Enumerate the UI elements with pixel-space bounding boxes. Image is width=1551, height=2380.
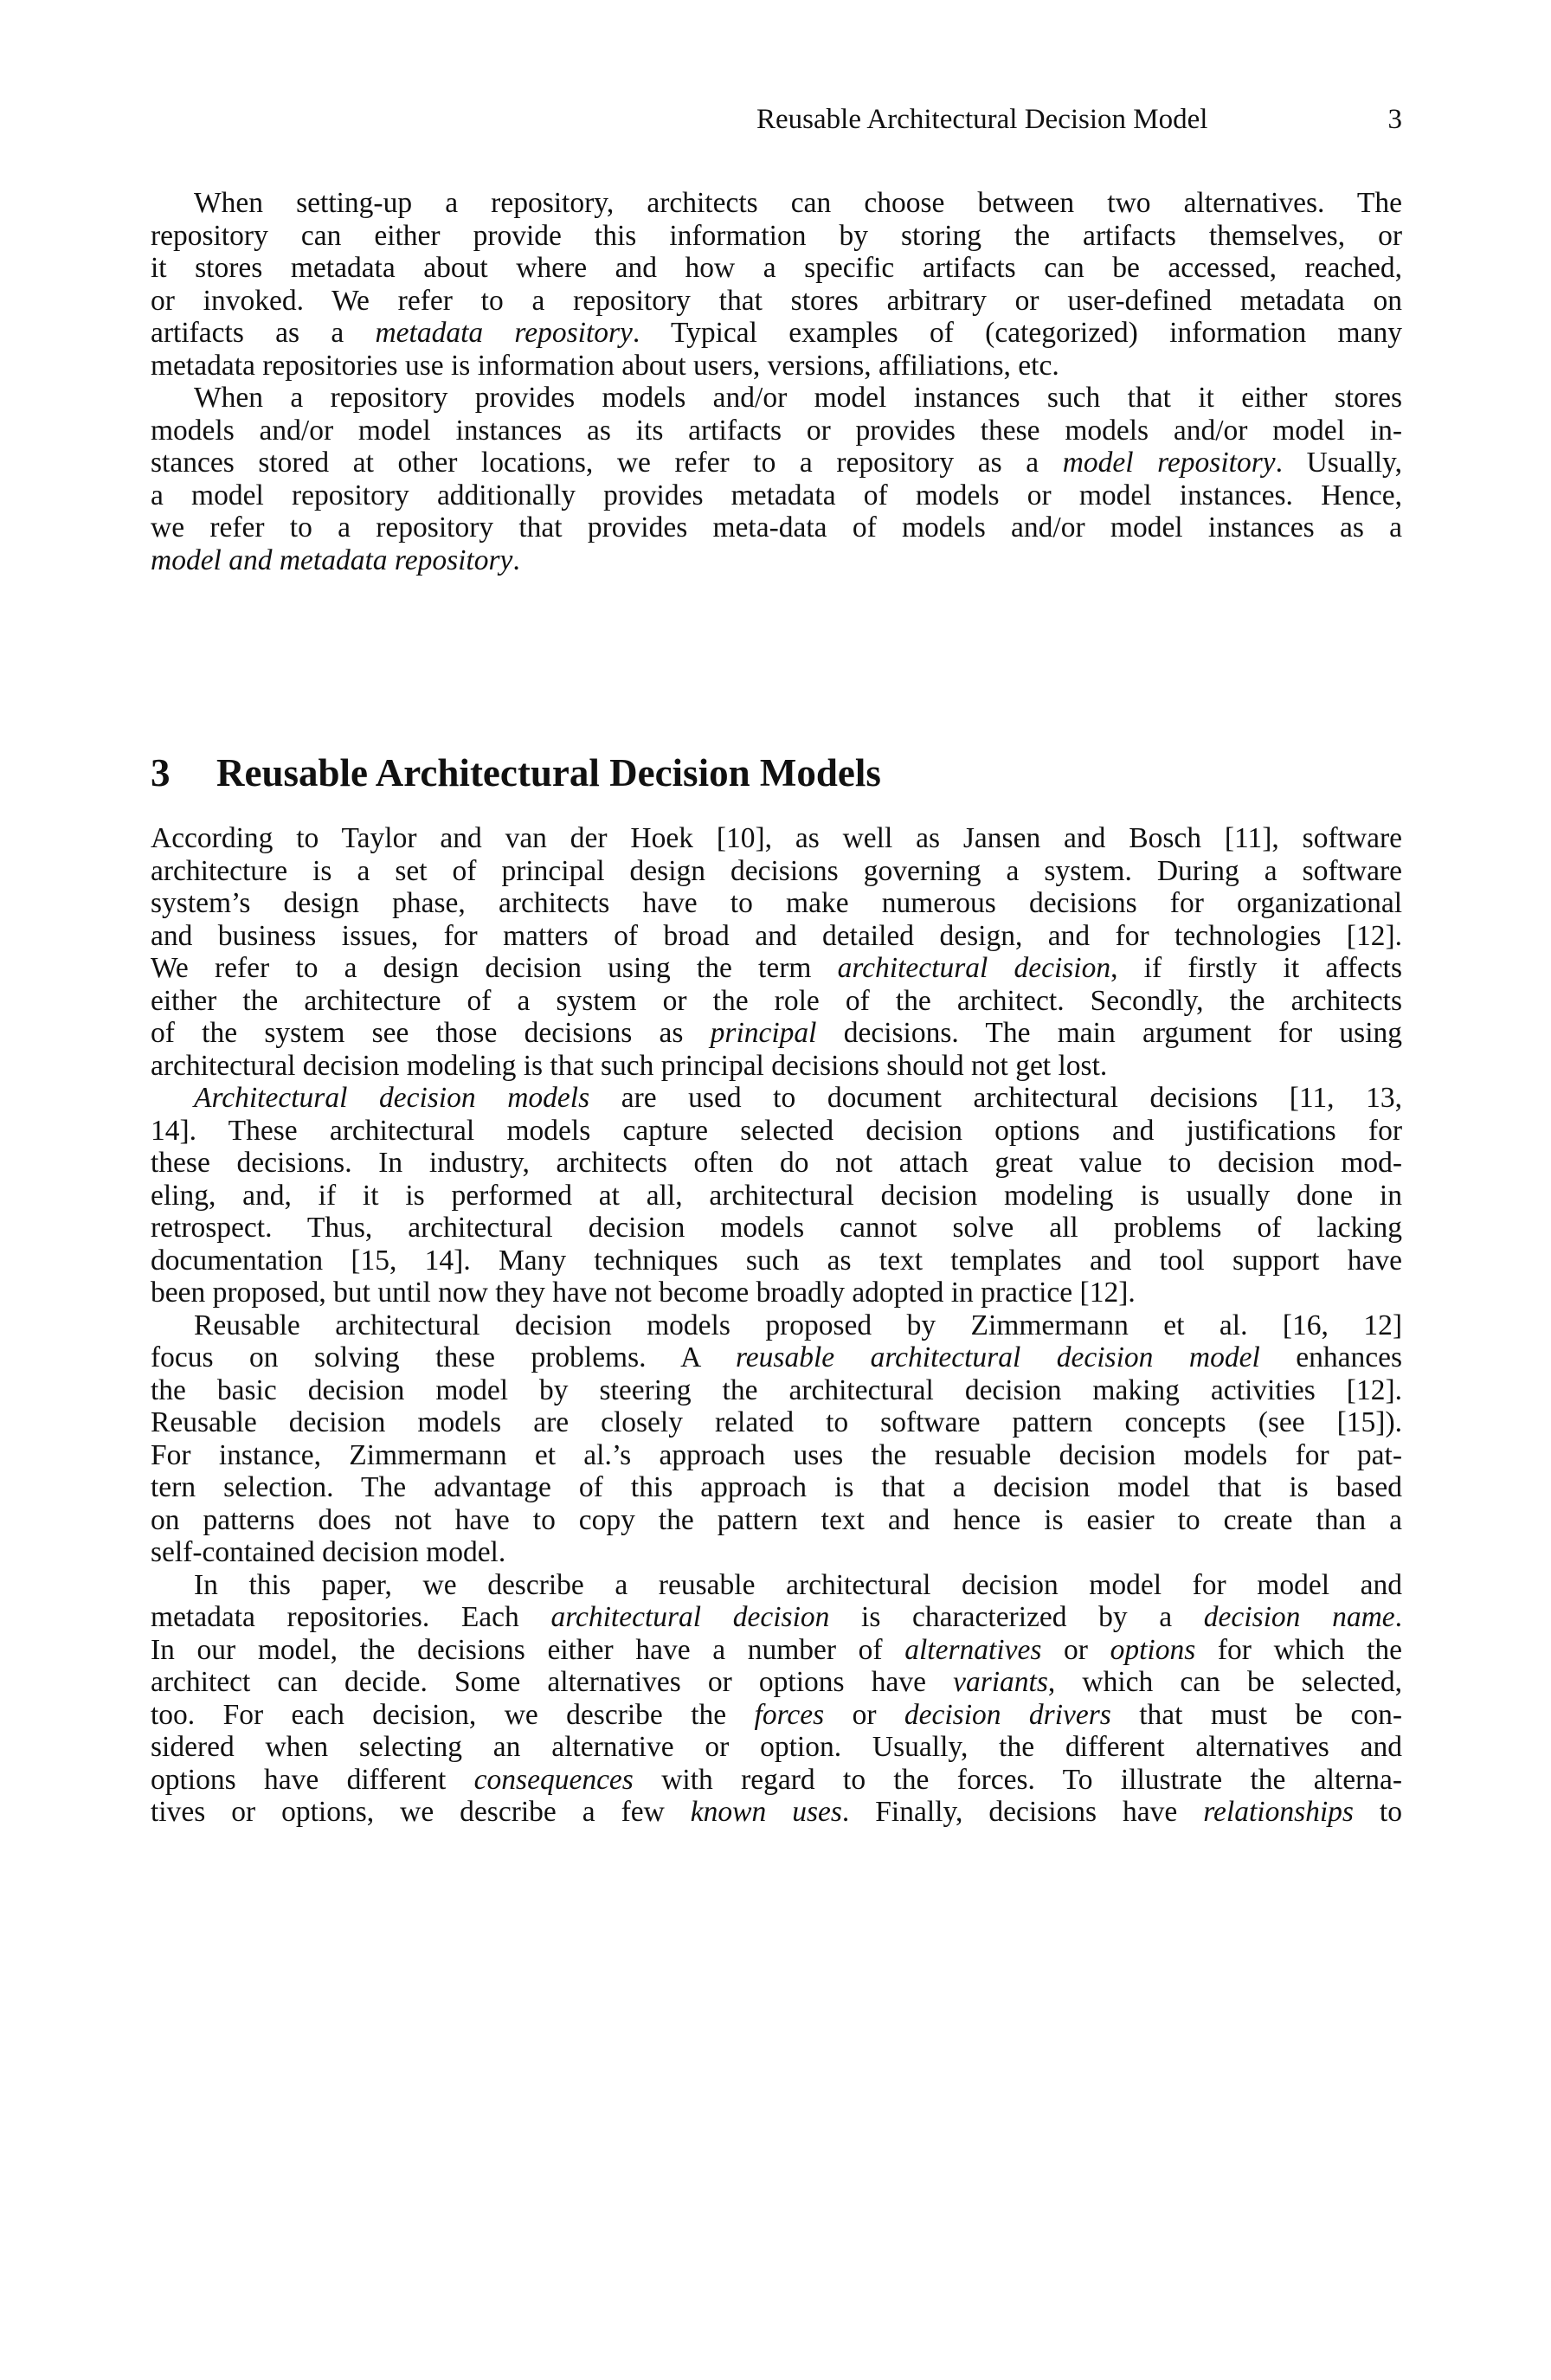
text-run: In this paper, we describe a reusable architectural decision model for model and <box>194 1568 1402 1601</box>
intro-paragraph <box>151 187 1402 382</box>
text-run: sidered when selecting an alternative or option. Usually, the different alternatives and <box>151 1731 1402 1763</box>
running-head <box>756 102 1402 137</box>
text-line <box>151 317 1402 350</box>
text-line <box>151 1147 1402 1180</box>
text-run: architecture is a set of principal design decisions governing a system. During a software <box>151 854 1402 887</box>
text-line <box>151 220 1402 253</box>
text-run: Reusable decision models are closely related to software pattern concepts (see [15]). <box>151 1406 1402 1438</box>
text-line <box>151 1764 1402 1797</box>
text-run: , if firstly it affects <box>1110 952 1402 984</box>
text-run: . <box>512 544 520 576</box>
text-line <box>151 887 1402 920</box>
emphasized-term: alternatives <box>904 1633 1042 1666</box>
text-run: models and/or model instances as its artifacts or provides these models and/or model in- <box>151 414 1402 447</box>
text-run: When a repository provides models and/or model instances such that it either stores <box>194 382 1402 414</box>
intro-paragraph <box>151 382 1402 576</box>
text-line <box>151 1699 1402 1732</box>
section-number: 3 <box>151 751 171 794</box>
section-paragraph <box>151 1309 1402 1569</box>
text-line <box>151 479 1402 512</box>
emphasized-term: relationships <box>1203 1796 1354 1828</box>
text-run: it stores metadata about where and how a specific artifacts can be accessed, reached, <box>151 252 1402 284</box>
text-run: stances stored at other locations, we refer to a repository as a <box>151 447 1063 479</box>
text-run: . Finally, decisions have <box>841 1796 1204 1828</box>
text-line <box>151 511 1402 544</box>
text-line <box>151 952 1402 985</box>
emphasized-term: architectural decision <box>550 1601 830 1633</box>
text-run: are used to document architectural decisions [11, 13, <box>589 1082 1402 1114</box>
text-run: self-contained decision model. <box>151 1536 506 1568</box>
text-line <box>151 1471 1402 1504</box>
text-line <box>151 1666 1402 1699</box>
emphasized-term: consequences <box>473 1763 634 1796</box>
emphasized-term: metadata repository <box>375 317 633 349</box>
section-text-block <box>151 822 1402 1829</box>
text-run: . Typical examples of (categorized) information many <box>632 317 1402 349</box>
text-run: metadata repositories use is information about users, versions, affiliations, etc. <box>151 349 1059 382</box>
emphasized-term: architectural decision <box>837 952 1111 984</box>
text-run: or invoked. We refer to a repository that stores arbitrary or user-defined metadata on <box>151 284 1402 317</box>
text-run: for which the <box>1195 1633 1403 1666</box>
text-line <box>151 1212 1402 1245</box>
text-run: When setting-up a repository, architects can choose between two alternatives. The <box>194 187 1402 219</box>
section-title: Reusable Architectural Decision Models <box>216 751 881 794</box>
text-run: too. For each decision, we describe the <box>151 1698 755 1731</box>
emphasized-term: model and metadata repository <box>151 544 513 576</box>
text-run: . <box>1394 1601 1403 1633</box>
section-paragraph <box>151 822 1402 1082</box>
text-run: to <box>1353 1796 1402 1828</box>
text-line <box>151 1277 1402 1309</box>
text-run: of the system see those decisions as <box>151 1017 711 1049</box>
text-line <box>151 1082 1402 1115</box>
text-run: the basic decision model by steering the architectural decision making activities [12]. <box>151 1373 1402 1406</box>
text-line <box>151 1601 1402 1634</box>
text-run: we refer to a repository that provides meta-data of models and/or model instances as a <box>151 511 1402 544</box>
text-run: architectural decision modeling is that such principal decisions should not get lost. <box>151 1049 1108 1082</box>
running-head-title: Reusable Architectural Decision Model <box>756 104 1208 135</box>
text-line <box>151 187 1402 220</box>
text-run: with regard to the forces. To illustrate the alterna- <box>633 1763 1403 1796</box>
text-run: that must be con- <box>1110 1698 1402 1731</box>
text-run: tern selection. The advantage of this approach is that a decision model that is based <box>151 1471 1402 1503</box>
text-run: We refer to a design decision using the term <box>151 952 838 984</box>
emphasized-term: variants <box>953 1666 1048 1698</box>
text-line <box>151 1439 1402 1472</box>
text-run: either the architecture of a system or the role of the architect. Secondly, the architects <box>151 984 1402 1017</box>
emphasized-term: model repository <box>1062 447 1276 479</box>
text-run: retrospect. Thus, architectural decision models cannot solve all problems of lacking <box>151 1212 1402 1244</box>
text-line <box>151 1634 1402 1667</box>
text-run: system’s design phase, architects have to make numerous decisions for organizational <box>151 887 1402 919</box>
text-run: artifacts as a <box>151 317 376 349</box>
text-line <box>151 1569 1402 1602</box>
text-run: repository can either provide this information by storing the artifacts themselves, or <box>151 219 1402 252</box>
text-run: For instance, Zimmermann et al.’s approach uses the resuable decision models for pat- <box>151 1438 1402 1471</box>
text-line <box>151 1731 1402 1764</box>
emphasized-term: forces <box>754 1698 825 1731</box>
text-line <box>151 1180 1402 1213</box>
text-run: or <box>1041 1633 1110 1666</box>
text-run: metadata repositories. Each <box>151 1601 551 1633</box>
text-run: is characterized by a <box>829 1601 1204 1633</box>
text-line <box>151 1115 1402 1148</box>
text-line <box>151 1245 1402 1277</box>
text-line <box>151 1050 1402 1083</box>
text-line <box>151 1017 1402 1050</box>
emphasized-term: decision name <box>1203 1601 1395 1633</box>
text-run: , which can be selected, <box>1047 1666 1402 1698</box>
text-run: on patterns does not have to copy the pattern text and hence is easier to create than a <box>151 1503 1402 1536</box>
text-run: architect can decide. Some alternatives or options have <box>151 1666 954 1698</box>
text-line <box>151 447 1402 479</box>
text-run: tives or options, we describe a few <box>151 1796 691 1828</box>
text-line <box>151 1374 1402 1407</box>
emphasized-term: options <box>1110 1633 1196 1666</box>
text-line <box>151 1504 1402 1537</box>
text-line <box>151 252 1402 285</box>
text-line <box>151 415 1402 447</box>
text-line <box>151 382 1402 415</box>
text-line <box>151 1309 1402 1342</box>
page-number: 3 <box>1387 104 1402 135</box>
text-run: documentation [15, 14]. Many techniques such as text templates and tool support have <box>151 1244 1402 1277</box>
emphasized-term: known uses <box>690 1796 842 1828</box>
text-line <box>151 1536 1402 1569</box>
section-paragraph <box>151 1082 1402 1309</box>
text-line <box>151 1341 1402 1374</box>
text-run: Reusable architectural decision models proposed by Zimmermann et al. [16, 12] <box>194 1309 1402 1341</box>
text-run: been proposed, but until now they have not become broadly adopted in practice [12]. <box>151 1277 1136 1309</box>
text-run: a model repository additionally provides metadata of models or model instances. Hence, <box>151 479 1402 511</box>
text-run: these decisions. In industry, architects often do not attach great value to decision mod- <box>151 1147 1402 1179</box>
text-run: eling, and, if it is performed at all, architectural decision modeling is usually done in <box>151 1179 1402 1212</box>
text-line <box>151 855 1402 888</box>
text-run: focus on solving these problems. A <box>151 1341 736 1373</box>
text-run: According to Taylor and van der Hoek [10], as well as Jansen and Bosch [11], software <box>151 822 1402 854</box>
section-heading <box>151 749 881 796</box>
section-paragraph <box>151 1569 1402 1829</box>
text-run: options have different <box>151 1763 474 1796</box>
emphasized-term: reusable architectural decision model <box>736 1341 1260 1373</box>
text-line <box>151 285 1402 318</box>
text-run: or <box>824 1698 904 1731</box>
text-line <box>151 822 1402 855</box>
emphasized-term: principal <box>710 1017 817 1049</box>
intro-text-block <box>151 187 1402 576</box>
text-run: and business issues, for matters of broad and detailed design, and for technologies [12]. <box>151 919 1402 952</box>
emphasized-term: decision drivers <box>904 1698 1111 1731</box>
text-run: . Usually, <box>1275 447 1402 479</box>
text-line <box>151 544 1402 577</box>
text-run: 14]. These architectural models capture selected decision options and justifications for <box>151 1114 1402 1147</box>
text-run: In our model, the decisions either have a number of <box>151 1633 905 1666</box>
text-line <box>151 1406 1402 1439</box>
text-run: enhances <box>1259 1341 1402 1373</box>
text-line <box>151 920 1402 953</box>
text-run: decisions. The main argument for using <box>816 1017 1402 1049</box>
text-line <box>151 350 1402 383</box>
text-line <box>151 985 1402 1018</box>
text-line <box>151 1796 1402 1829</box>
emphasized-term: Architectural decision models <box>194 1082 590 1114</box>
